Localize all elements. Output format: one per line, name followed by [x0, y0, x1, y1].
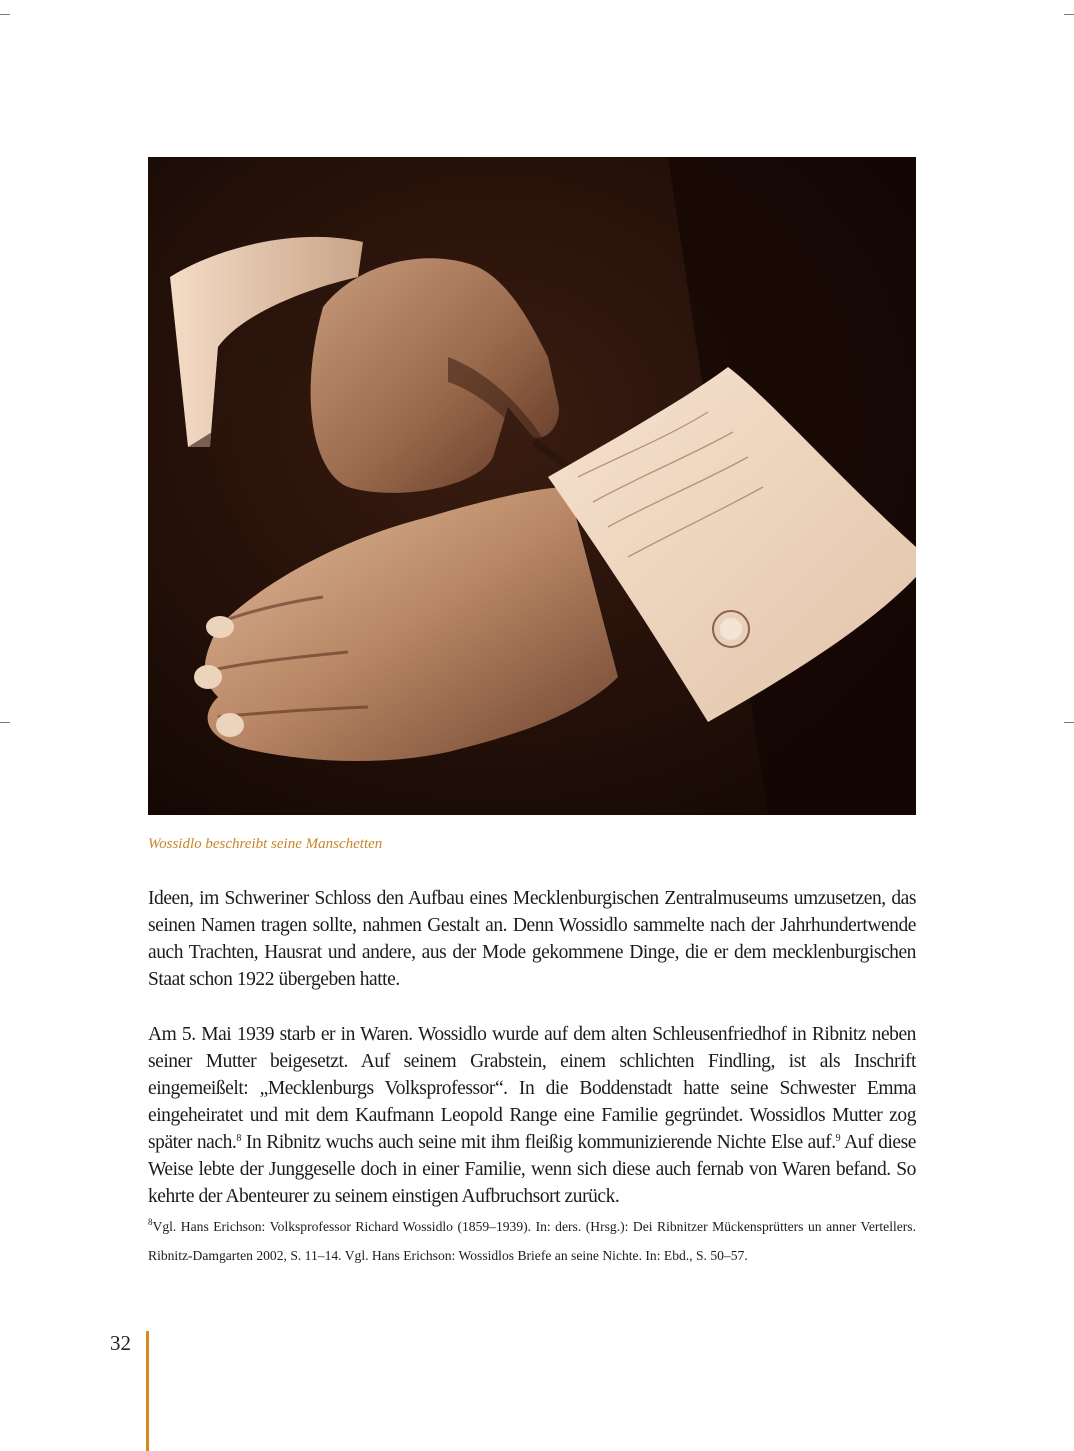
- photo-illustration: [148, 157, 916, 815]
- footnote-text: Vgl. Hans Erichson: Volksprofessor Richard Wossidlo (1859–1939). In: ders. (Hrsg.): Dei Ribnitzer Mückensprütters un anner Vertellers. Ribnitz-Damgarten 2002, S. 11–14. Vgl. Hans Erichson: Wossidlos Briefe an seine Nichte. In: Ebd., S. 50–57.: [148, 1219, 916, 1263]
- body-paragraph-1: Ideen, im Schweriner Schloss den Aufbau eines Mecklenburgischen Zentralmuseums umzusetzen, das seinen Namen tragen sollte, nahmen Gestalt an. Denn Wossidlo sammelte nach der Jahrhundertwende auch Trachten, Hausrat und andere, aus der Mode gekommene Dinge, die er dem mecklenburgischen Staat schon 1922 übergeben hatte.: [148, 888, 916, 990]
- paragraph-2-part-3: Auf diese Weise lebte der Junggeselle doch in einer Familie, wenn sich diese auch fernab von Waren befand. So kehrte der Abenteurer zu seinem einstigen Aufbruchsort zurück.: [148, 1132, 916, 1207]
- footnote-number: 8: [148, 1217, 153, 1227]
- body-paragraph-2: [148, 1021, 916, 1210]
- paragraph-2-part-2: In Ribnitz wuchs auch seine mit ihm fleißig kommunizierende Nichte Else auf.: [240, 1132, 836, 1153]
- footnote-ref-9[interactable]: 9: [835, 1133, 841, 1144]
- footnote-8: [148, 1212, 916, 1270]
- crop-mark-top-left: [0, 14, 10, 15]
- crop-mark-mid-left: [0, 722, 10, 723]
- footnote-ref-8[interactable]: 8: [236, 1133, 241, 1144]
- crop-mark-top-right: [1064, 14, 1074, 15]
- crop-mark-mid-right: [1064, 722, 1074, 723]
- photograph-hands-cuff: [148, 157, 916, 815]
- figure-caption: Wossidlo beschreibt seine Manschetten: [148, 836, 383, 852]
- margin-rule: [146, 1331, 149, 1451]
- paragraph-2-part-1: Am 5. Mai 1939 starb er in Waren. Wossidlo wurde auf dem alten Schleusenfriedhof in Ribnitz neben seiner Mutter beigesetzt. Auf seinem Grabstein, einem schlichten Findling, ist als Inschrift eingemeißelt: „Mecklenburgs Volksprofessor“. In die Boddenstadt hatte seine Schwester Emma eingeheiratet und mit dem Kaufmann Leopold Range eine Familie gegründet. Wossidlos Mutter zog später nach.: [148, 1024, 916, 1153]
- page-number: 32: [110, 1331, 131, 1355]
